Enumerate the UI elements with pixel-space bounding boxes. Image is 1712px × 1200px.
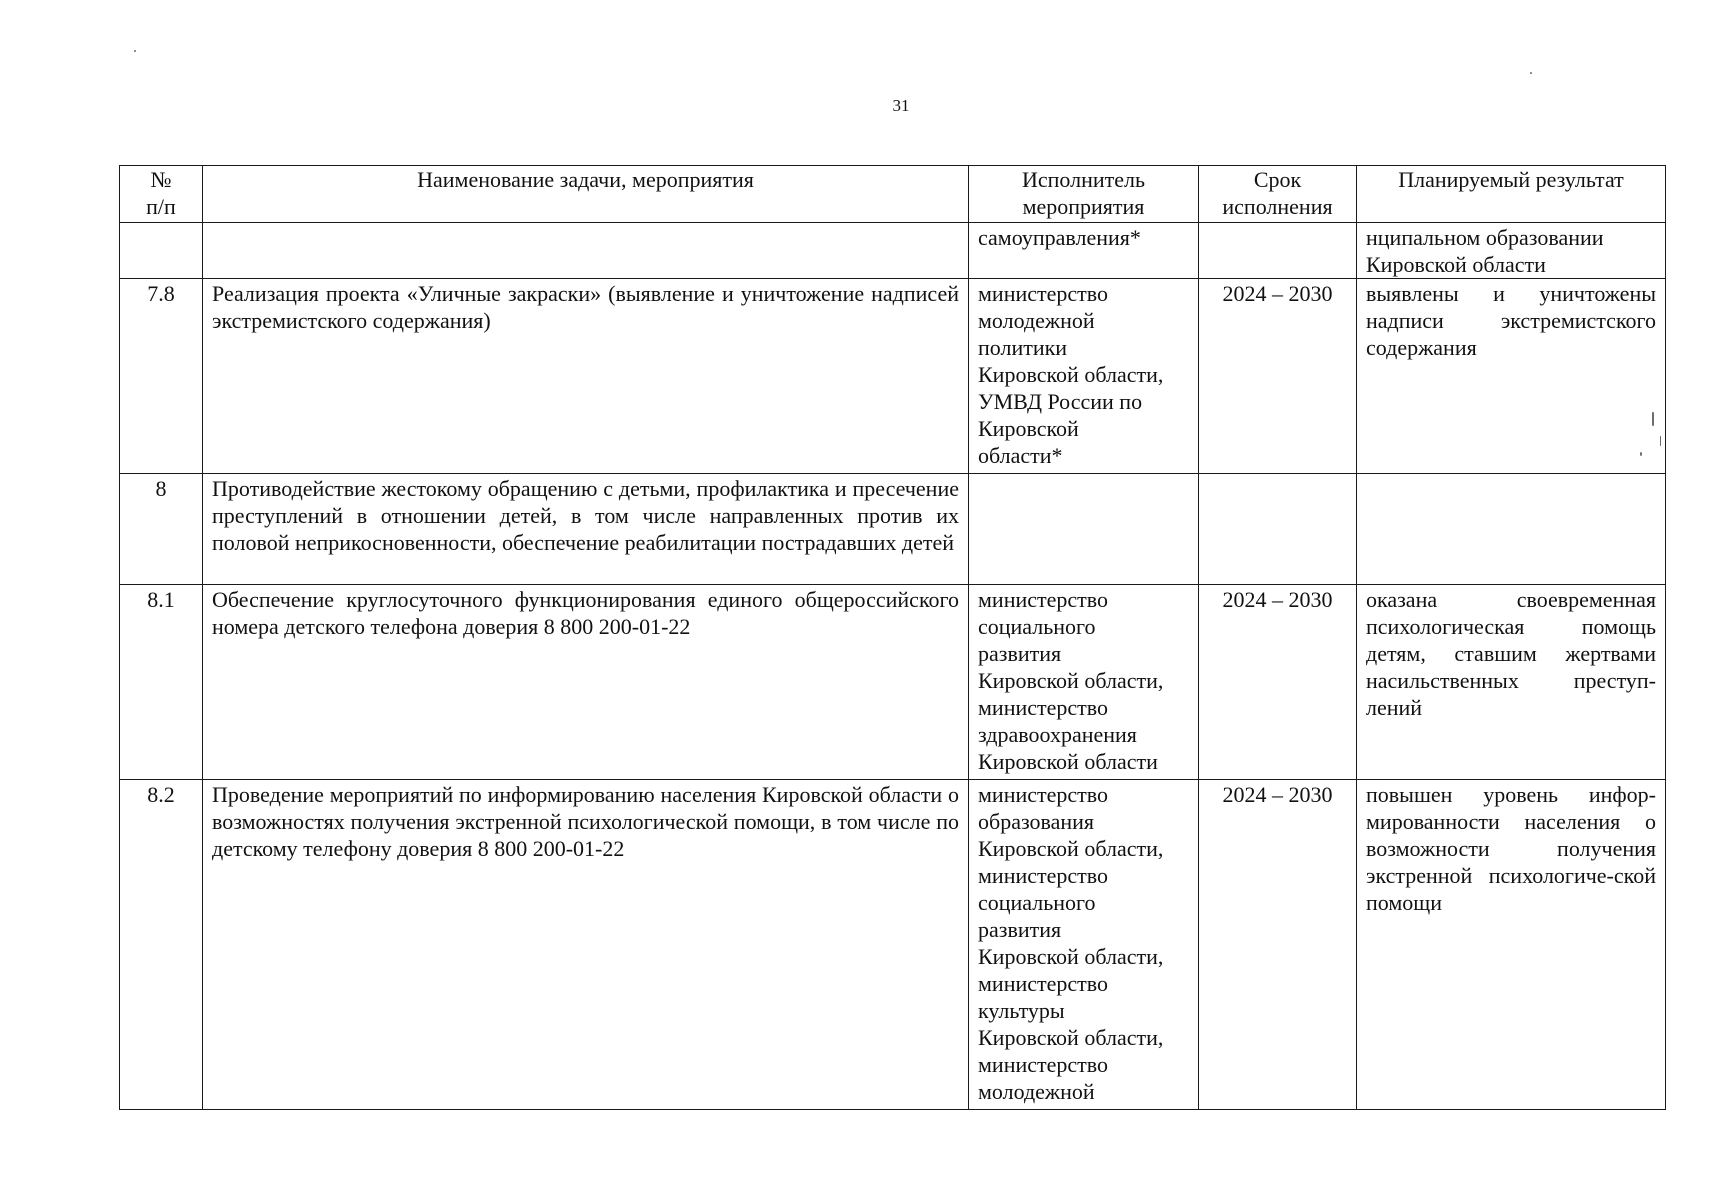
row-term-cell: 2024 – 2030 bbox=[1199, 780, 1357, 1110]
table-header-row bbox=[120, 166, 1666, 223]
row-result-cell: повышен уровень инфор-мированности населения о возможности получения экстренной психологиче-ской помощи bbox=[1357, 780, 1666, 1110]
header-term: Срок исполнения bbox=[1199, 166, 1357, 223]
scan-speck bbox=[1640, 452, 1642, 456]
row-task-cell: Проведение мероприятий по информированию населения Кировской области о возможностях получения экстренной психологической помощи, в том числе по детскому телефону доверия 8 800 200-01-22 bbox=[203, 780, 969, 1110]
row-task-cell: Реализация проекта «Уличные закраски» (выявление и уничтожение надписей экстремистского содержания) bbox=[203, 279, 969, 474]
scan-speck bbox=[1660, 436, 1661, 446]
row-executor-cell: министерство социального развития Кировской области, министерство здравоохранения Кировской области bbox=[969, 585, 1199, 780]
scan-speck bbox=[1652, 412, 1654, 426]
row-result-cell: оказана своевременная психологическая помощь детям, ставшим жертвами насильственных преступ-лений bbox=[1357, 585, 1666, 780]
plan-table bbox=[119, 165, 1666, 1110]
header-number: № п/п bbox=[120, 166, 203, 223]
table-row bbox=[120, 474, 1666, 585]
row-number-cell bbox=[120, 223, 203, 279]
row-term-cell bbox=[1199, 474, 1357, 585]
row-term-cell bbox=[1199, 223, 1357, 279]
row-result-cell: нципальном образовании Кировской области bbox=[1357, 223, 1666, 279]
row-executor-cell bbox=[969, 474, 1199, 585]
row-number-cell: 7.8 bbox=[120, 279, 203, 474]
scan-speck bbox=[1530, 72, 1532, 74]
row-task-cell: Противодействие жестокому обращению с детьми, профилактика и пресечение преступлений в отношении детей, в том числе направленных против их половой неприкосновенности, обеспечение реабилитации пострадавших детей bbox=[203, 474, 969, 585]
table-row bbox=[120, 585, 1666, 780]
header-task: Наименование задачи, мероприятия bbox=[203, 166, 969, 223]
row-number-cell: 8.2 bbox=[120, 780, 203, 1110]
row-task-cell: Обеспечение круглосуточного функционирования единого общероссийского номера детского телефона доверия 8 800 200-01-22 bbox=[203, 585, 969, 780]
header-executor: Исполнитель мероприятия bbox=[969, 166, 1199, 223]
page-number: 31 bbox=[892, 96, 910, 115]
table-row bbox=[120, 223, 1666, 279]
table-row bbox=[120, 279, 1666, 474]
table-row bbox=[120, 780, 1666, 1110]
scan-speck bbox=[134, 50, 136, 52]
row-number-cell: 8.1 bbox=[120, 585, 203, 780]
header-result: Планируемый результат bbox=[1357, 166, 1666, 223]
row-result-cell: выявлены и уничтожены надписи экстремистского содержания bbox=[1357, 279, 1666, 474]
row-executor-cell: самоуправления* bbox=[969, 223, 1199, 279]
row-executor-cell: министерство образования Кировской области, министерство социального развития Кировской области, министерство культуры Кировской области, министерство молодежной bbox=[969, 780, 1199, 1110]
row-number-cell: 8 bbox=[120, 474, 203, 585]
row-task-cell bbox=[203, 223, 969, 279]
row-result-cell bbox=[1357, 474, 1666, 585]
row-term-cell: 2024 – 2030 bbox=[1199, 279, 1357, 474]
row-executor-cell: министерство молодежной политики Кировской области, УМВД России по Кировской области* bbox=[969, 279, 1199, 474]
row-term-cell: 2024 – 2030 bbox=[1199, 585, 1357, 780]
